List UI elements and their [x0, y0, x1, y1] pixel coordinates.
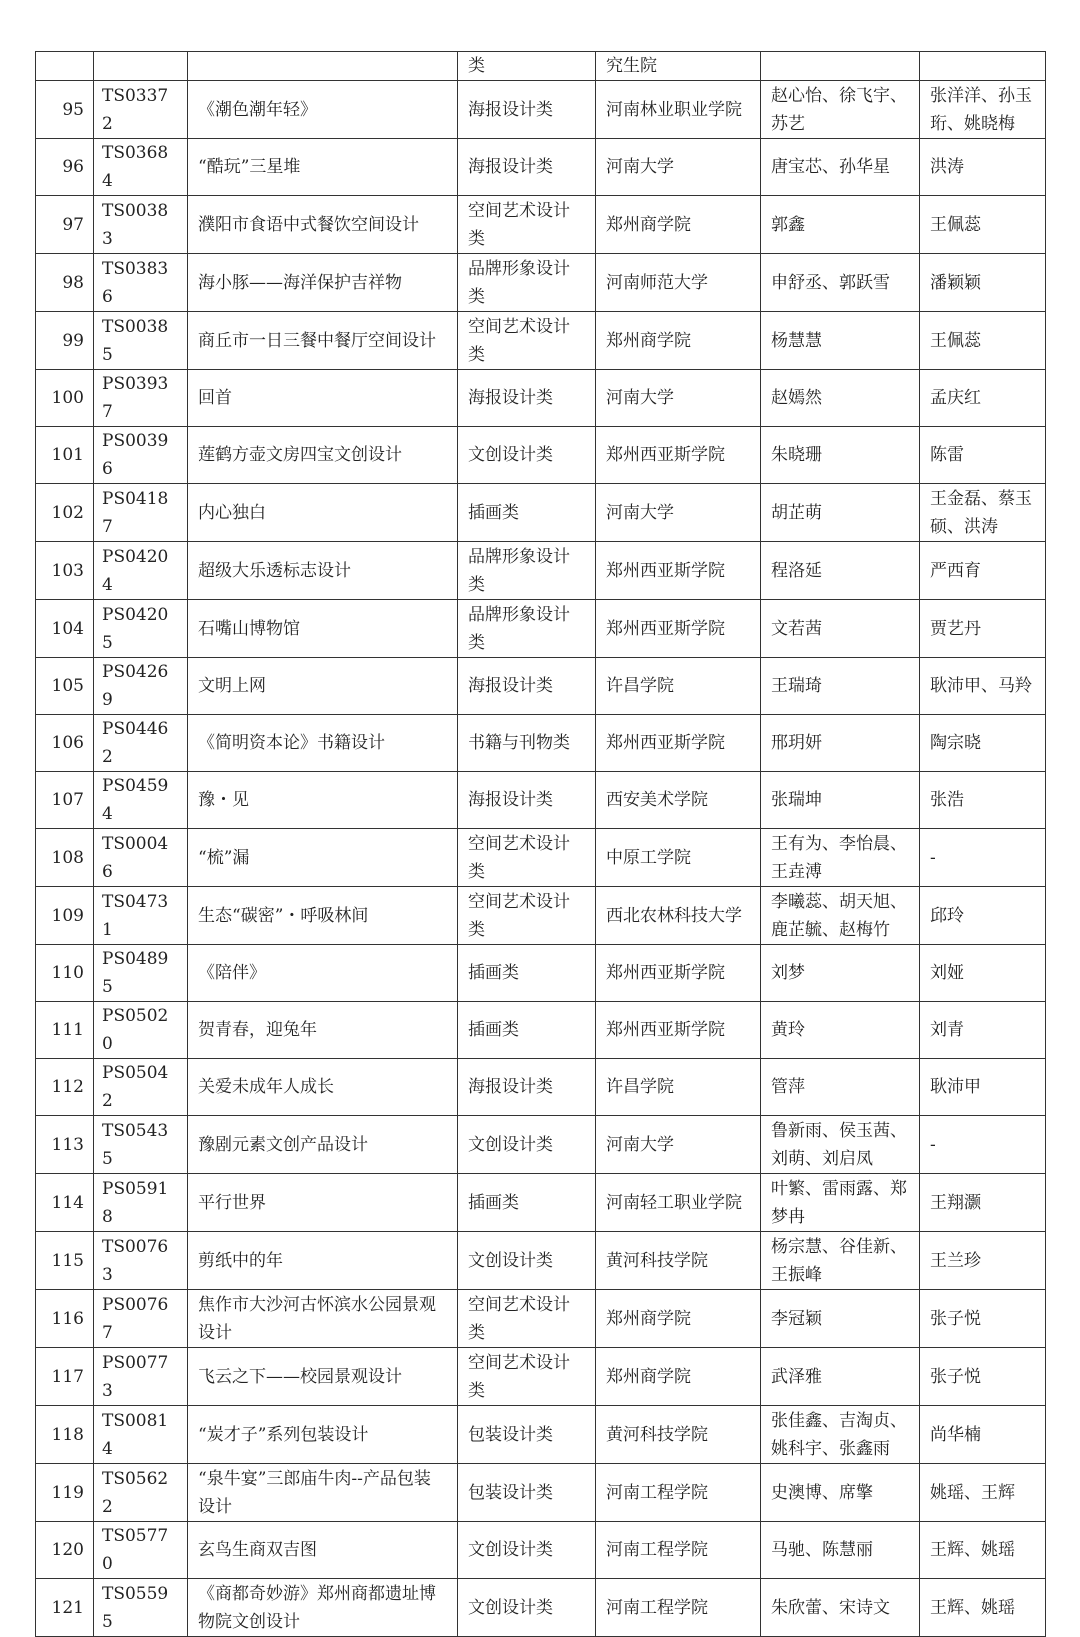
- work-title: 豫剧元素文创产品设计: [188, 1116, 458, 1174]
- table-row: [36, 1406, 1046, 1464]
- advisor-names: 陶宗晓: [920, 715, 1046, 772]
- work-title: 商丘市一日三餐中餐厅空间设计: [188, 312, 458, 370]
- work-category: 空间艺术设计类: [458, 887, 596, 945]
- author-names: 朱欣蕾、宋诗文: [761, 1579, 920, 1637]
- work-category: 品牌形象设计类: [458, 254, 596, 312]
- entry-number: 103: [36, 542, 94, 600]
- entry-number: 120: [36, 1522, 94, 1579]
- author-names: 李曦蕊、胡天旭、鹿芷毓、赵梅竹: [761, 887, 920, 945]
- table-row: [36, 1579, 1046, 1637]
- entry-code: TS04731: [94, 887, 188, 945]
- school-name: 河南大学: [596, 370, 761, 427]
- advisor-names: 王辉、姚瑶: [920, 1522, 1046, 1579]
- table-row: [36, 1232, 1046, 1290]
- table-body: [36, 52, 1046, 1637]
- table-row: [36, 254, 1046, 312]
- work-category: 空间艺术设计类: [458, 196, 596, 254]
- work-title: 平行世界: [188, 1174, 458, 1232]
- advisor-names: 张洋洋、孙玉珩、姚晓梅: [920, 81, 1046, 139]
- author-names: 叶繁、雷雨露、郑梦冉: [761, 1174, 920, 1232]
- school-name: 郑州商学院: [596, 1290, 761, 1348]
- table-row: [36, 139, 1046, 196]
- table-row: [36, 81, 1046, 139]
- work-category: 类: [458, 52, 596, 81]
- entry-code: PS04205: [94, 600, 188, 658]
- school-name: 西安美术学院: [596, 772, 761, 829]
- work-title: 超级大乐透标志设计: [188, 542, 458, 600]
- author-names: 申舒丞、郭跃雪: [761, 254, 920, 312]
- author-names: 黄玲: [761, 1002, 920, 1059]
- entry-code: TS03836: [94, 254, 188, 312]
- work-title: 《潮色潮年轻》: [188, 81, 458, 139]
- author-names: 张瑞坤: [761, 772, 920, 829]
- work-title: 濮阳市食语中式餐饮空间设计: [188, 196, 458, 254]
- work-category: 海报设计类: [458, 772, 596, 829]
- work-title: 剪纸中的年: [188, 1232, 458, 1290]
- author-names: 文若茜: [761, 600, 920, 658]
- work-title: “炭才子”系列包装设计: [188, 1406, 458, 1464]
- school-name: 河南工程学院: [596, 1522, 761, 1579]
- author-names: 张佳鑫、吉淘贞、姚科宇、张鑫雨: [761, 1406, 920, 1464]
- work-title: 关爱未成年人成长: [188, 1059, 458, 1116]
- school-name: 河南工程学院: [596, 1579, 761, 1637]
- entry-code: PS04594: [94, 772, 188, 829]
- work-title: 《简明资本论》书籍设计: [188, 715, 458, 772]
- entry-code: PS04204: [94, 542, 188, 600]
- advisor-names: 严西育: [920, 542, 1046, 600]
- entry-number: 96: [36, 139, 94, 196]
- entry-number: 111: [36, 1002, 94, 1059]
- table-row: [36, 829, 1046, 887]
- entry-number: 99: [36, 312, 94, 370]
- advisor-names: 王翔灏: [920, 1174, 1046, 1232]
- work-title: “梳”漏: [188, 829, 458, 887]
- entry-code: PS03937: [94, 370, 188, 427]
- school-name: 郑州西亚斯学院: [596, 945, 761, 1002]
- entry-code: PS00396: [94, 427, 188, 484]
- author-names: 管萍: [761, 1059, 920, 1116]
- work-title: 石嘴山博物馆: [188, 600, 458, 658]
- advisor-names: -: [920, 1116, 1046, 1174]
- advisor-names: [920, 52, 1046, 81]
- author-names: 朱晓珊: [761, 427, 920, 484]
- advisor-names: 尚华楠: [920, 1406, 1046, 1464]
- table-row: [36, 1464, 1046, 1522]
- work-title: 回首: [188, 370, 458, 427]
- table-row: [36, 196, 1046, 254]
- advisor-names: 耿沛甲: [920, 1059, 1046, 1116]
- advisor-names: -: [920, 829, 1046, 887]
- work-category: 插画类: [458, 945, 596, 1002]
- school-name: 许昌学院: [596, 1059, 761, 1116]
- school-name: 河南大学: [596, 139, 761, 196]
- work-category: 海报设计类: [458, 658, 596, 715]
- entry-number: 106: [36, 715, 94, 772]
- advisor-names: 刘娅: [920, 945, 1046, 1002]
- advisor-names: 洪涛: [920, 139, 1046, 196]
- work-title: 焦作市大沙河古怀滨水公园景观设计: [188, 1290, 458, 1348]
- advisor-names: 陈雷: [920, 427, 1046, 484]
- school-name: 究生院: [596, 52, 761, 81]
- entry-number: 110: [36, 945, 94, 1002]
- school-name: 中原工学院: [596, 829, 761, 887]
- work-title: 《陪伴》: [188, 945, 458, 1002]
- advisor-names: 王兰珍: [920, 1232, 1046, 1290]
- entry-code: PS04269: [94, 658, 188, 715]
- author-names: 李冠颖: [761, 1290, 920, 1348]
- table-row: [36, 370, 1046, 427]
- entry-code: TS03372: [94, 81, 188, 139]
- advisor-names: 王辉、姚瑶: [920, 1579, 1046, 1637]
- work-title: 海小豚——海洋保护吉祥物: [188, 254, 458, 312]
- work-category: 包装设计类: [458, 1464, 596, 1522]
- work-title: 内心独白: [188, 484, 458, 542]
- advisor-names: 姚瑶、王辉: [920, 1464, 1046, 1522]
- school-name: 郑州西亚斯学院: [596, 715, 761, 772]
- author-names: 杨慧慧: [761, 312, 920, 370]
- entry-number: 117: [36, 1348, 94, 1406]
- table-row: [36, 484, 1046, 542]
- entry-number: 101: [36, 427, 94, 484]
- work-title: 贺青春，迎兔年: [188, 1002, 458, 1059]
- entry-code: TS00814: [94, 1406, 188, 1464]
- work-category: 海报设计类: [458, 81, 596, 139]
- entry-number: 116: [36, 1290, 94, 1348]
- entry-code: PS04462: [94, 715, 188, 772]
- entry-number: 105: [36, 658, 94, 715]
- entry-number: 108: [36, 829, 94, 887]
- entry-code: TS00763: [94, 1232, 188, 1290]
- work-category: 品牌形象设计类: [458, 600, 596, 658]
- work-category: 空间艺术设计类: [458, 312, 596, 370]
- work-category: 空间艺术设计类: [458, 829, 596, 887]
- table-row: [36, 427, 1046, 484]
- work-category: 插画类: [458, 484, 596, 542]
- entry-number: 114: [36, 1174, 94, 1232]
- entry-number: 115: [36, 1232, 94, 1290]
- author-names: 唐宝芯、孙华星: [761, 139, 920, 196]
- work-title: [188, 52, 458, 81]
- work-category: 插画类: [458, 1174, 596, 1232]
- entry-code: TS05435: [94, 1116, 188, 1174]
- entry-code: TS05622: [94, 1464, 188, 1522]
- school-name: 河南林业职业学院: [596, 81, 761, 139]
- work-category: 文创设计类: [458, 427, 596, 484]
- school-name: 郑州西亚斯学院: [596, 542, 761, 600]
- work-category: 海报设计类: [458, 139, 596, 196]
- work-category: 空间艺术设计类: [458, 1290, 596, 1348]
- work-category: 空间艺术设计类: [458, 1348, 596, 1406]
- entry-code: PS05020: [94, 1002, 188, 1059]
- work-title: 《商都奇妙游》郑州商都遗址博物院文创设计: [188, 1579, 458, 1637]
- author-names: [761, 52, 920, 81]
- school-name: 郑州西亚斯学院: [596, 600, 761, 658]
- table-row: [36, 1002, 1046, 1059]
- table-row: [36, 772, 1046, 829]
- table-row: [36, 658, 1046, 715]
- author-names: 王有为、李怡晨、王垚溥: [761, 829, 920, 887]
- table-row: [36, 715, 1046, 772]
- advisor-names: 张子悦: [920, 1290, 1046, 1348]
- advisor-names: 王佩蕊: [920, 196, 1046, 254]
- entry-code: TS00383: [94, 196, 188, 254]
- author-names: 赵嫣然: [761, 370, 920, 427]
- entry-code: PS05918: [94, 1174, 188, 1232]
- school-name: 郑州商学院: [596, 1348, 761, 1406]
- work-category: 海报设计类: [458, 370, 596, 427]
- advisor-names: 王佩蕊: [920, 312, 1046, 370]
- work-category: 文创设计类: [458, 1116, 596, 1174]
- author-names: 王瑞琦: [761, 658, 920, 715]
- author-names: 刘梦: [761, 945, 920, 1002]
- entry-number: 113: [36, 1116, 94, 1174]
- school-name: 郑州西亚斯学院: [596, 427, 761, 484]
- work-category: 品牌形象设计类: [458, 542, 596, 600]
- table-row: [36, 1174, 1046, 1232]
- school-name: 河南大学: [596, 484, 761, 542]
- advisor-names: 张子悦: [920, 1348, 1046, 1406]
- entry-number: 107: [36, 772, 94, 829]
- entry-code: PS00767: [94, 1290, 188, 1348]
- entry-number: 119: [36, 1464, 94, 1522]
- table-row: [36, 887, 1046, 945]
- work-title: 飞云之下——校园景观设计: [188, 1348, 458, 1406]
- entry-code: TS05770: [94, 1522, 188, 1579]
- entry-number: 104: [36, 600, 94, 658]
- entry-number: 121: [36, 1579, 94, 1637]
- entry-number: 112: [36, 1059, 94, 1116]
- entry-number: 100: [36, 370, 94, 427]
- school-name: 黄河科技学院: [596, 1406, 761, 1464]
- work-category: 海报设计类: [458, 1059, 596, 1116]
- entry-code: PS04895: [94, 945, 188, 1002]
- school-name: 河南轻工职业学院: [596, 1174, 761, 1232]
- entry-number: 95: [36, 81, 94, 139]
- author-names: 程洛延: [761, 542, 920, 600]
- school-name: 西北农林科技大学: [596, 887, 761, 945]
- table-row: [36, 312, 1046, 370]
- author-names: 邢玥妍: [761, 715, 920, 772]
- entry-number: 102: [36, 484, 94, 542]
- author-names: 武泽雅: [761, 1348, 920, 1406]
- advisor-names: 张浩: [920, 772, 1046, 829]
- table-row: [36, 1348, 1046, 1406]
- table-row: [36, 52, 1046, 81]
- entry-number: 97: [36, 196, 94, 254]
- author-names: 杨宗慧、谷佳新、王振峰: [761, 1232, 920, 1290]
- work-title: 豫・见: [188, 772, 458, 829]
- work-category: 书籍与刊物类: [458, 715, 596, 772]
- entry-code: [94, 52, 188, 81]
- entry-number: 109: [36, 887, 94, 945]
- table-row: [36, 1290, 1046, 1348]
- school-name: 黄河科技学院: [596, 1232, 761, 1290]
- advisor-names: 耿沛甲、马羚: [920, 658, 1046, 715]
- advisor-names: 邱玲: [920, 887, 1046, 945]
- entry-code: PS00773: [94, 1348, 188, 1406]
- advisor-names: 刘青: [920, 1002, 1046, 1059]
- entry-code: PS04187: [94, 484, 188, 542]
- work-category: 文创设计类: [458, 1579, 596, 1637]
- author-names: 胡芷萌: [761, 484, 920, 542]
- work-title: 文明上网: [188, 658, 458, 715]
- entry-code: TS00046: [94, 829, 188, 887]
- author-names: 史澳博、席擎: [761, 1464, 920, 1522]
- entry-number: 98: [36, 254, 94, 312]
- table-row: [36, 600, 1046, 658]
- entry-code: TS03684: [94, 139, 188, 196]
- entry-number: 118: [36, 1406, 94, 1464]
- advisor-names: 王金磊、蔡玉硕、洪涛: [920, 484, 1046, 542]
- work-title: “泉牛宴”三郎庙牛肉--产品包装设计: [188, 1464, 458, 1522]
- school-name: 河南师范大学: [596, 254, 761, 312]
- entry-code: PS05042: [94, 1059, 188, 1116]
- advisor-names: 孟庆红: [920, 370, 1046, 427]
- school-name: 郑州商学院: [596, 312, 761, 370]
- table-row: [36, 945, 1046, 1002]
- work-title: 生态“碳密”・呼吸林间: [188, 887, 458, 945]
- table-row: [36, 1116, 1046, 1174]
- author-names: 赵心怡、徐飞宇、苏艺: [761, 81, 920, 139]
- author-names: 马驰、陈慧丽: [761, 1522, 920, 1579]
- school-name: 许昌学院: [596, 658, 761, 715]
- work-title: 玄鸟生商双吉图: [188, 1522, 458, 1579]
- results-table: [35, 51, 1046, 1637]
- table-row: [36, 1522, 1046, 1579]
- work-category: 包装设计类: [458, 1406, 596, 1464]
- table-row: [36, 1059, 1046, 1116]
- entry-number: [36, 52, 94, 81]
- entry-code: TS00385: [94, 312, 188, 370]
- school-name: 河南大学: [596, 1116, 761, 1174]
- advisor-names: 潘颖颖: [920, 254, 1046, 312]
- work-title: 莲鹤方壶文房四宝文创设计: [188, 427, 458, 484]
- school-name: 郑州商学院: [596, 196, 761, 254]
- advisor-names: 贾艺丹: [920, 600, 1046, 658]
- table-row: [36, 542, 1046, 600]
- school-name: 河南工程学院: [596, 1464, 761, 1522]
- entry-code: TS05595: [94, 1579, 188, 1637]
- author-names: 鲁新雨、侯玉茜、刘萌、刘启凤: [761, 1116, 920, 1174]
- work-category: 文创设计类: [458, 1232, 596, 1290]
- school-name: 郑州西亚斯学院: [596, 1002, 761, 1059]
- work-title: “酷玩”三星堆: [188, 139, 458, 196]
- author-names: 郭鑫: [761, 196, 920, 254]
- work-category: 文创设计类: [458, 1522, 596, 1579]
- work-category: 插画类: [458, 1002, 596, 1059]
